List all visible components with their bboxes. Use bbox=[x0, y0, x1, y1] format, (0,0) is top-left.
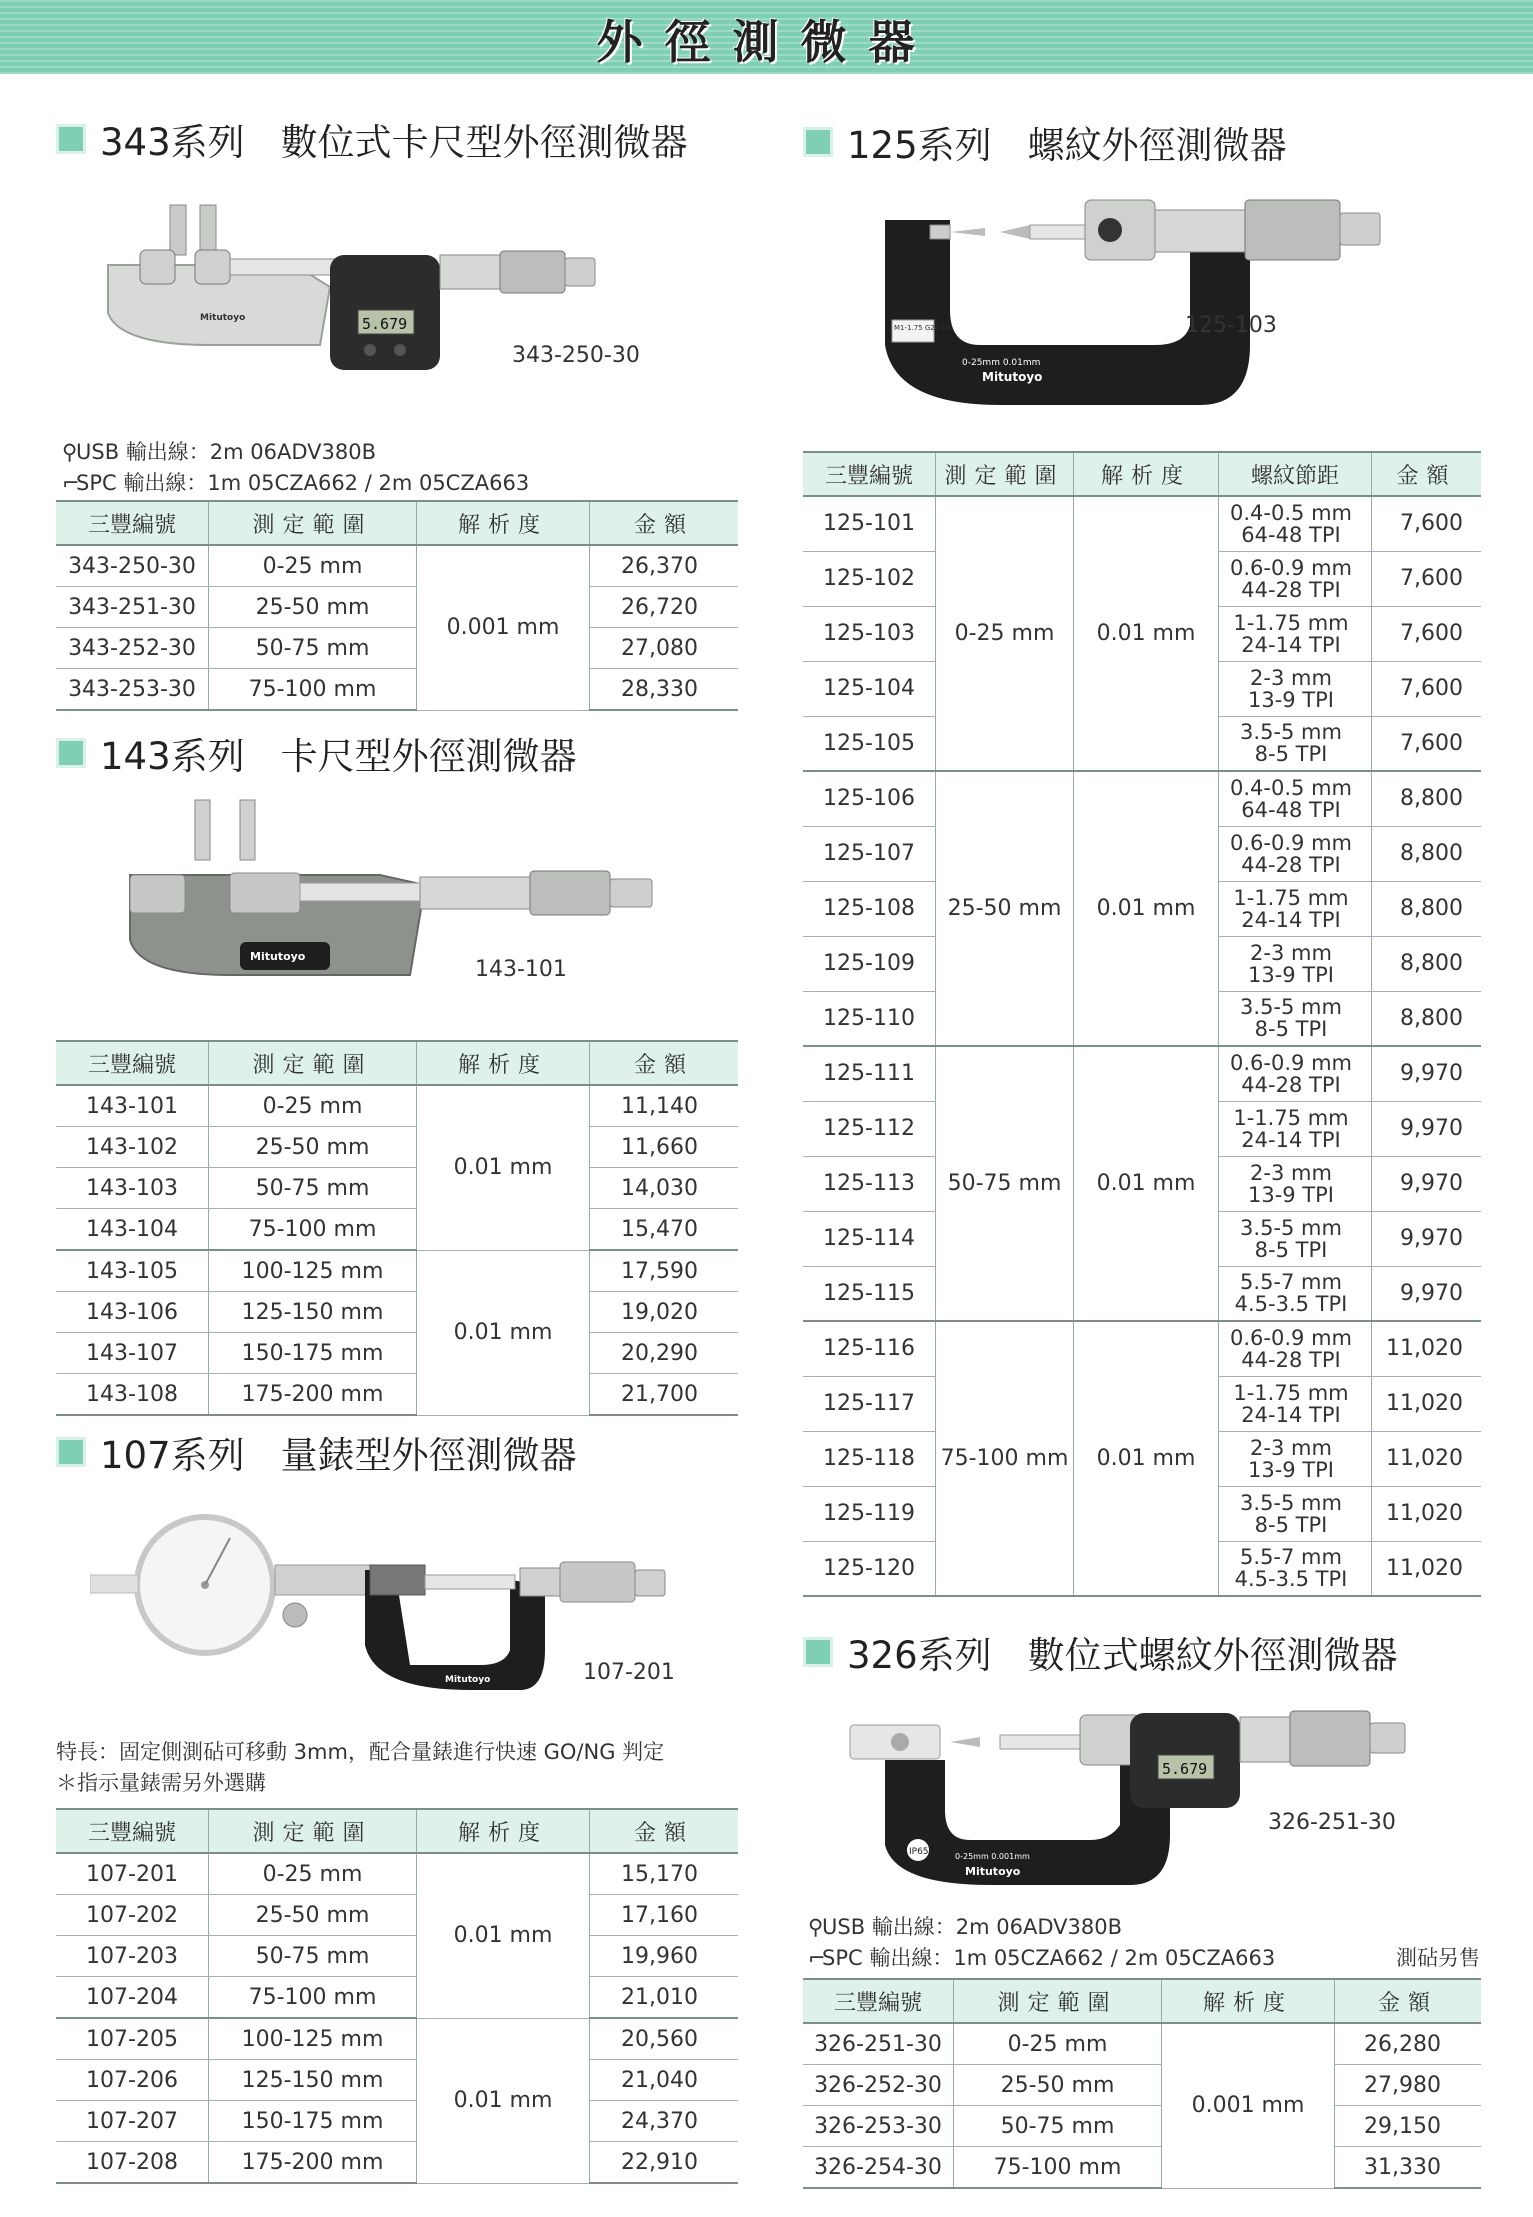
table-row: 326-254-30 75-100 mm 31,330 bbox=[803, 2147, 1481, 2189]
table-row: 125-105 3.5-5 mm 8-5 TPI 7,600 bbox=[803, 716, 1481, 771]
table-body bbox=[803, 496, 1481, 1596]
brand-text: Mitutoyo bbox=[445, 1675, 491, 1685]
table-row: 143-105 100-125 mm 0.01 mm 17,590 bbox=[56, 1250, 738, 1292]
table-row: 125-108 1-1.75 mm 24-14 TPI 8,800 bbox=[803, 881, 1481, 936]
table-row: 125-107 0.6-0.9 mm 44-28 TPI 8,800 bbox=[803, 826, 1481, 881]
spec-table-143: 三豐編號 測定範圍 解析度 金額 143-101 0-25 mm 0.01 mm 11,140 143-102 25-50 mm 11,660 143-103 50-75 mm 14,030 143-104 75-100 mm 15,470 143-105 100-125 mm 0.01 mm 17,590 143-106 125-150 mm 19,020 143-107 150-175 mm 20,290 143-108 175-200 mm 21,700 bbox=[56, 1040, 738, 1416]
thread-pitch-cell: 1-1.75 mm 24-14 TPI bbox=[1219, 606, 1372, 661]
product-photo-143 bbox=[110, 795, 710, 995]
page-banner bbox=[0, 0, 1533, 74]
resolution-cell: 0.01 mm bbox=[417, 2018, 590, 2183]
table-row: 125-106 25-50 mm 0.01 mm 0.4-0.5 mm 64-48 TPI 8,800 bbox=[803, 771, 1481, 826]
series-name: 量錶型外徑測微器 bbox=[280, 1434, 577, 1477]
thread-pitch-cell: 2-3 mm 13-9 TPI bbox=[1219, 936, 1372, 991]
model-label: 107-201 bbox=[583, 1660, 675, 1685]
series-code: 107系列 bbox=[100, 1434, 245, 1477]
table-row: 125-104 2-3 mm 13-9 TPI 7,600 bbox=[803, 661, 1481, 716]
cable-notes-343 bbox=[62, 437, 529, 499]
table-row: 143-107 150-175 mm 20,290 bbox=[56, 1333, 738, 1374]
thread-pitch-cell: 2-3 mm 13-9 TPI bbox=[1219, 661, 1372, 716]
table-row: 343-252-30 50-75 mm 27,080 bbox=[56, 628, 738, 669]
thread-pitch-cell: 0.4-0.5 mm 64-48 TPI bbox=[1219, 771, 1372, 826]
thread-pitch-cell: 0.6-0.9 mm 44-28 TPI bbox=[1219, 826, 1372, 881]
table-row: 125-103 1-1.75 mm 24-14 TPI 7,600 bbox=[803, 606, 1481, 661]
thread-pitch-cell: 5.5-7 mm 4.5-3.5 TPI bbox=[1219, 1266, 1372, 1321]
table-row: 343-251-30 25-50 mm 26,720 bbox=[56, 587, 738, 628]
model-label: 326-251-30 bbox=[1268, 1810, 1396, 1835]
col-header-amount: 金額 bbox=[590, 501, 739, 545]
section-143-title bbox=[56, 726, 577, 780]
usb-icon: ⚲ bbox=[62, 440, 78, 464]
brand-text: Mitutoyo bbox=[982, 370, 1043, 384]
table-row: 326-251-30 0-25 mm 0.001 mm 26,280 bbox=[803, 2023, 1481, 2065]
section-343-title bbox=[56, 112, 688, 166]
table-row: 343-250-30 0-25 mm 0.001 mm 26,370 bbox=[56, 545, 738, 587]
table-row: 125-101 0-25 mm 0.01 mm 0.4-0.5 mm 64-48 TPI 7,600 bbox=[803, 496, 1481, 551]
resolution-cell: 0.01 mm bbox=[1074, 1046, 1219, 1321]
table-row: 125-114 3.5-5 mm 8-5 TPI 9,970 bbox=[803, 1211, 1481, 1266]
table-row: 107-203 50-75 mm 19,960 bbox=[56, 1936, 738, 1977]
anvil-note: 測砧另售 bbox=[1396, 1946, 1480, 1970]
table-row: 125-117 1-1.75 mm 24-14 TPI 11,020 bbox=[803, 1376, 1481, 1431]
section-326 bbox=[803, 1625, 1398, 1679]
table-row: 107-201 0-25 mm 0.01 mm 15,170 bbox=[56, 1853, 738, 1895]
series-code: 343系列 bbox=[100, 121, 245, 164]
table-row: 143-103 50-75 mm 14,030 bbox=[56, 1168, 738, 1209]
thread-pitch-cell: 5.5-7 mm 4.5-3.5 TPI bbox=[1219, 1541, 1372, 1596]
usb-icon: ⚲ bbox=[808, 1915, 824, 1939]
resolution-cell: 0.01 mm bbox=[417, 1085, 590, 1250]
table-row: 143-106 125-150 mm 19,020 bbox=[56, 1292, 738, 1333]
thread-pitch-cell: 3.5-5 mm 8-5 TPI bbox=[1219, 991, 1372, 1046]
thread-pitch-cell: 0.6-0.9 mm 44-28 TPI bbox=[1219, 1321, 1372, 1376]
page-title: 外徑測微器 bbox=[596, 15, 937, 69]
thread-pitch-cell: 0.4-0.5 mm 64-48 TPI bbox=[1219, 496, 1372, 551]
spc-note: ⌐SPC 輸出線：1m 05CZA662 / 2m 05CZA663 bbox=[62, 468, 529, 499]
section-143 bbox=[56, 726, 577, 780]
footnote: ＊指示量錶需另外選購 bbox=[56, 1771, 266, 1795]
thread-pitch-cell: 3.5-5 mm 8-5 TPI bbox=[1219, 1211, 1372, 1266]
range-cell: 75-100 mm bbox=[936, 1321, 1074, 1596]
spc-icon: ⌐ bbox=[62, 471, 80, 495]
model-label: 143-101 bbox=[475, 957, 567, 982]
spec-table-107: 三豐編號 測定範圍 解析度 金額 107-201 0-25 mm 0.01 mm 15,170 107-202 25-50 mm 17,160 107-203 50-75 mm 19,960 107-204 75-100 mm 21,010 107-205 100-125 mm 0.01 mm 20,560 107-206 125-150 mm 21,040 107-207 150-175 mm 24,370 107-208 175-200 mm 22,910 bbox=[56, 1808, 738, 2184]
resolution-cell: 0.01 mm bbox=[417, 1250, 590, 1415]
section-343 bbox=[56, 112, 688, 166]
table-row: 125-119 3.5-5 mm 8-5 TPI 11,020 bbox=[803, 1486, 1481, 1541]
thread-pitch-cell: 3.5-5 mm 8-5 TPI bbox=[1219, 1486, 1372, 1541]
table-row: 125-116 75-100 mm 0.01 mm 0.6-0.9 mm 44-28 TPI 11,020 bbox=[803, 1321, 1481, 1376]
usb-note: ⚲USB 輸出線：2m 06ADV380B bbox=[808, 1912, 1480, 1943]
resolution-cell: 0.01 mm bbox=[1074, 496, 1219, 771]
feature-note: 特長：固定側測砧可移動 3mm，配合量錶進行快速 GO/NG 判定 bbox=[56, 1740, 665, 1764]
section-marker-icon bbox=[803, 1637, 833, 1667]
product-photo-107 bbox=[90, 1510, 720, 1710]
resolution-cell: 0.001 mm bbox=[417, 545, 590, 710]
series-name: 數位式螺紋外徑測微器 bbox=[1027, 1634, 1398, 1677]
feature-notes-107 bbox=[56, 1737, 664, 1799]
table-row: 125-102 0.6-0.9 mm 44-28 TPI 7,600 bbox=[803, 551, 1481, 606]
lcd-reading: 5.679 bbox=[1162, 1760, 1208, 1778]
section-marker-icon bbox=[56, 738, 86, 768]
table-row: 125-110 3.5-5 mm 8-5 TPI 8,800 bbox=[803, 991, 1481, 1046]
table-row: 107-205 100-125 mm 0.01 mm 20,560 bbox=[56, 2018, 738, 2060]
range-cell: 50-75 mm bbox=[936, 1046, 1074, 1321]
product-photo-326 bbox=[840, 1695, 1480, 1895]
thread-pitch-cell: 3.5-5 mm 8-5 TPI bbox=[1219, 716, 1372, 771]
section-marker-icon bbox=[803, 127, 833, 157]
table-row: 143-101 0-25 mm 0.01 mm 11,140 bbox=[56, 1085, 738, 1127]
table-row: 125-120 5.5-7 mm 4.5-3.5 TPI 11,020 bbox=[803, 1541, 1481, 1596]
svg-text:0-25mm 0.01mm: 0-25mm 0.01mm bbox=[962, 358, 1041, 368]
col-header-resolution: 解析度 bbox=[417, 501, 590, 545]
table-row: 125-112 1-1.75 mm 24-14 TPI 9,970 bbox=[803, 1101, 1481, 1156]
product-photo-343 bbox=[100, 195, 720, 410]
spc-note: ⌐SPC 輸出線：1m 05CZA662 / 2m 05CZA663 測砧另售 bbox=[808, 1943, 1480, 1974]
thread-pitch-cell: 0.6-0.9 mm 44-28 TPI bbox=[1219, 1046, 1372, 1101]
series-name: 卡尺型外徑測微器 bbox=[280, 735, 577, 778]
range-cell: 25-50 mm bbox=[936, 771, 1074, 1046]
table-row: 125-111 50-75 mm 0.01 mm 0.6-0.9 mm 44-28 TPI 9,970 bbox=[803, 1046, 1481, 1101]
table-row: 125-113 2-3 mm 13-9 TPI 9,970 bbox=[803, 1156, 1481, 1211]
table-row: 107-208 175-200 mm 22,910 bbox=[56, 2142, 738, 2184]
brand-text: Mitutoyo bbox=[965, 1865, 1021, 1878]
table-row: 143-102 25-50 mm 11,660 bbox=[56, 1127, 738, 1168]
resolution-cell: 0.001 mm bbox=[1162, 2023, 1335, 2188]
thread-pitch-cell: 1-1.75 mm 24-14 TPI bbox=[1219, 881, 1372, 936]
series-name: 螺紋外徑測微器 bbox=[1027, 124, 1287, 167]
table-row: 107-204 75-100 mm 21,010 bbox=[56, 1977, 738, 2019]
table-row: 343-253-30 75-100 mm 28,330 bbox=[56, 669, 738, 711]
table-row: 125-115 5.5-7 mm 4.5-3.5 TPI 9,970 bbox=[803, 1266, 1481, 1321]
brand-text: Mitutoyo bbox=[200, 313, 246, 323]
series-code: 143系列 bbox=[100, 735, 245, 778]
thread-pitch-cell: 2-3 mm 13-9 TPI bbox=[1219, 1431, 1372, 1486]
series-code: 326系列 bbox=[847, 1634, 992, 1677]
table-row: 326-252-30 25-50 mm 27,980 bbox=[803, 2065, 1481, 2106]
resolution-cell: 0.01 mm bbox=[1074, 771, 1219, 1046]
brand-text: Mitutoyo bbox=[250, 950, 306, 963]
spc-icon: ⌐ bbox=[808, 1946, 826, 1970]
table-row: 107-207 150-175 mm 24,370 bbox=[56, 2101, 738, 2142]
model-label: 343-250-30 bbox=[512, 343, 640, 368]
svg-text:0-25mm 0.001mm: 0-25mm 0.001mm bbox=[955, 1852, 1030, 1861]
section-125 bbox=[803, 115, 1287, 169]
table-row: 125-118 2-3 mm 13-9 TPI 11,020 bbox=[803, 1431, 1481, 1486]
table-row: 107-202 25-50 mm 17,160 bbox=[56, 1895, 738, 1936]
section-326-title bbox=[803, 1625, 1398, 1679]
series-code: 125系列 bbox=[847, 124, 992, 167]
section-marker-icon bbox=[56, 1437, 86, 1467]
section-107 bbox=[56, 1425, 577, 1479]
table-row: 125-109 2-3 mm 13-9 TPI 8,800 bbox=[803, 936, 1481, 991]
cable-notes-326 bbox=[808, 1912, 1480, 1974]
thread-pitch-cell: 2-3 mm 13-9 TPI bbox=[1219, 1156, 1372, 1211]
usb-note: ⚲USB 輸出線：2m 06ADV380B bbox=[62, 437, 529, 468]
table-row: 326-253-30 50-75 mm 29,150 bbox=[803, 2106, 1481, 2147]
section-125-title bbox=[803, 115, 1287, 169]
resolution-cell: 0.01 mm bbox=[1074, 1321, 1219, 1596]
thread-pitch-cell: 1-1.75 mm 24-14 TPI bbox=[1219, 1376, 1372, 1431]
thread-pitch-cell: 1-1.75 mm 24-14 TPI bbox=[1219, 1101, 1372, 1156]
spec-table-125: 三豐編號 測定範圍 解析度 螺紋節距 金額 125-101 0-25 mm 0.01 mm 0.4-0.5 mm 64-48 TPI 7,600 125-102 0.6-0.9 mm 44-28 TPI 7,600 125-103 1-1.75 mm 24-14 TPI 7,600 125-104 2-3 mm 13-9 TPI 7,600 125-105 3.5-5 mm 8-5 TPI 7,600 125-106 25-50 mm 0.01 mm 0.4-0.5 mm 64-48 TPI 8,800 125-107 0.6-0.9 mm 44-28 TPI 8,800 125-108 1-1.75 mm 24-14 TPI 8,800 125-109 2-3 mm 13-9 TPI 8,800 125-110 3.5-5 mm 8-5 TPI 8,800 125-111 50-75 mm 0.01 mm 0.6-0.9 mm 44-28 TPI 9,970 125-112 1-1.75 mm 24-14 TPI 9,970 125-113 2-3 mm 13-9 TPI 9,970 125-114 3.5-5 mm 8-5 TPI 9,970 125-115 5.5-7 mm 4.5-3.5 TPI 9,970 125-116 75-100 mm 0.01 mm 0.6-0.9 mm 44-28 TPI 11,020 125-117 1-1.75 mm 24-14 TPI 11,020 125-118 2-3 mm 13-9 TPI 11,020 125-119 3.5-5 mm 8-5 TPI 11,020 125-120 5.5-7 mm 4.5-3.5 TPI 11,020 bbox=[803, 451, 1481, 1597]
resolution-cell: 0.01 mm bbox=[417, 1853, 590, 2018]
spec-table-343 bbox=[56, 500, 738, 711]
spec-table-326: 三豐編號 測定範圍 解析度 金額 326-251-30 0-25 mm 0.001 mm 26,280 326-252-30 25-50 mm 27,980 326-253-30 50-75 mm 29,150 326-254-30 75-100 mm 31,330 bbox=[803, 1978, 1481, 2189]
series-name: 數位式卡尺型外徑測微器 bbox=[280, 121, 688, 164]
lcd-reading: 5.679 bbox=[362, 315, 408, 333]
section-marker-icon bbox=[56, 124, 86, 154]
col-header-code: 三豐編號 bbox=[56, 501, 209, 545]
section-107-title bbox=[56, 1425, 577, 1479]
table-row: 143-104 75-100 mm 15,470 bbox=[56, 1209, 738, 1251]
range-cell: 0-25 mm bbox=[936, 496, 1074, 771]
thread-pitch-cell: 0.6-0.9 mm 44-28 TPI bbox=[1219, 551, 1372, 606]
thread-tag: M1-1.75 G24-14 bbox=[894, 324, 951, 332]
product-photo-125 bbox=[870, 195, 1510, 415]
col-header-range: 測定範圍 bbox=[209, 501, 417, 545]
table-row: 107-206 125-150 mm 21,040 bbox=[56, 2060, 738, 2101]
ip-badge: IP65 bbox=[909, 1847, 929, 1857]
model-label: 125-103 bbox=[1185, 313, 1277, 338]
table-row: 143-108 175-200 mm 21,700 bbox=[56, 1374, 738, 1416]
